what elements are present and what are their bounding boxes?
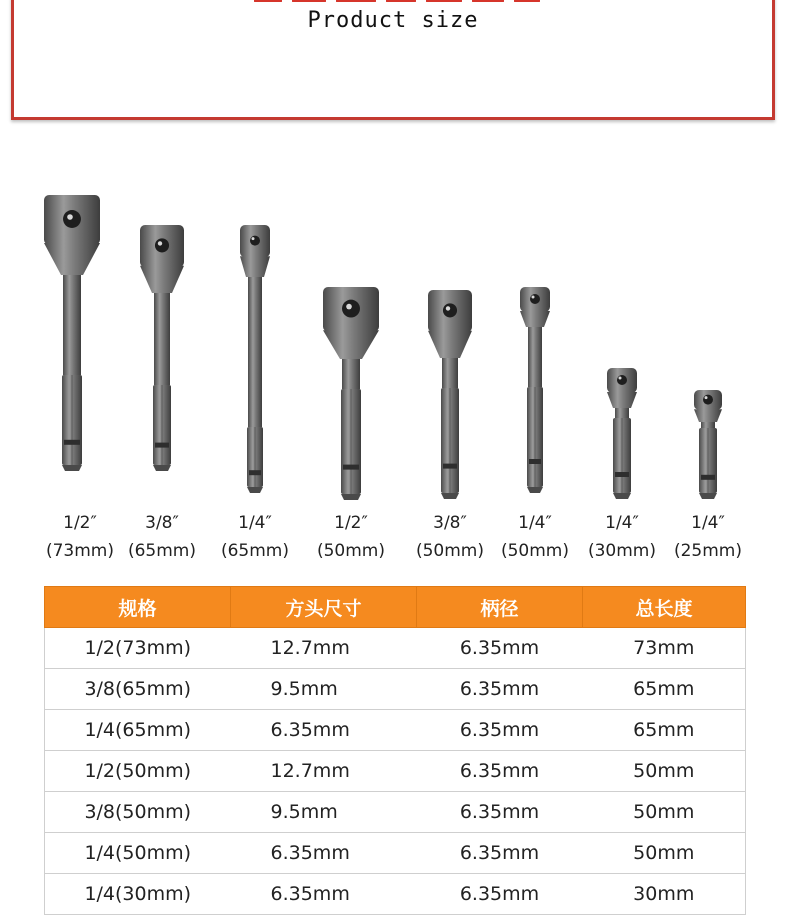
table-cell: 6.35mm: [417, 710, 583, 751]
bit-label: [117, 509, 207, 565]
socket-adapter-bit: [235, 225, 275, 495]
bit-size: 3/8″: [145, 513, 179, 533]
bit-length: (65mm): [220, 541, 290, 561]
bit-size: 1/4″: [691, 513, 725, 533]
table-cell: 6.35mm: [417, 628, 583, 669]
bit-length: (50mm): [316, 541, 386, 561]
bit-size: 1/4″: [238, 513, 272, 533]
table-cell: 1/4(65mm): [45, 710, 231, 751]
table-cell: 6.35mm: [417, 669, 583, 710]
table-row: [45, 833, 746, 874]
table-header-row: [45, 587, 746, 628]
bit-length: (50mm): [415, 541, 485, 561]
bit-length: (50mm): [500, 541, 570, 561]
socket-adapter-bit: [135, 225, 189, 473]
bit-label: [577, 509, 667, 565]
table-cell: 50mm: [583, 751, 746, 792]
table-row: [45, 874, 746, 915]
table-row: [45, 628, 746, 669]
table-cell: 50mm: [583, 833, 746, 874]
table-cell: 1/2(73mm): [45, 628, 231, 669]
table-cell: 6.35mm: [417, 833, 583, 874]
table-cell: 6.35mm: [417, 792, 583, 833]
table-row: [45, 710, 746, 751]
bit-label: [663, 509, 753, 565]
bit-length: (25mm): [673, 541, 743, 561]
bit-size: 1/4″: [605, 513, 639, 533]
table-cell: 30mm: [583, 874, 746, 915]
table-cell: 3/8(65mm): [45, 669, 231, 710]
bit-label: [490, 509, 580, 565]
table-cell: 65mm: [583, 710, 746, 751]
bit-label: [405, 509, 495, 565]
socket-adapter-bit: [602, 368, 642, 501]
table-cell: 6.35mm: [417, 874, 583, 915]
table-cell: 6.35mm: [231, 710, 417, 751]
socket-adapter-bit: [689, 390, 727, 501]
table-cell: 65mm: [583, 669, 746, 710]
bit-length: (30mm): [587, 541, 657, 561]
table-cell: 1/4(50mm): [45, 833, 231, 874]
table-cell: 50mm: [583, 792, 746, 833]
table-cell: 73mm: [583, 628, 746, 669]
header-subtitle: Product size: [307, 8, 479, 33]
table-cell: 1/2(50mm): [45, 751, 231, 792]
header-title-partial: [254, 0, 564, 2]
header-banner: [11, 0, 775, 120]
header-square-size: 方头尺寸: [231, 587, 417, 628]
bit-size: 1/2″: [334, 513, 368, 533]
bit-label: [35, 509, 125, 565]
table-cell: 3/8(50mm): [45, 792, 231, 833]
socket-adapter-bit: [39, 195, 105, 473]
bit-label: [210, 509, 300, 565]
socket-adapter-bit: [515, 287, 555, 495]
bit-size: 1/2″: [63, 513, 97, 533]
table-cell: 1/4(30mm): [45, 874, 231, 915]
table-cell: 12.7mm: [231, 751, 417, 792]
socket-adapter-bit: [318, 287, 384, 502]
table-row: [45, 669, 746, 710]
table-cell: 9.5mm: [231, 669, 417, 710]
header-shank-diameter: 柄径: [417, 587, 583, 628]
socket-adapter-bit: [423, 290, 477, 501]
table-cell: 6.35mm: [417, 751, 583, 792]
header-total-length: 总长度: [583, 587, 746, 628]
bit-length: (65mm): [127, 541, 197, 561]
table-row: [45, 792, 746, 833]
table-cell: 6.35mm: [231, 874, 417, 915]
table-cell: 9.5mm: [231, 792, 417, 833]
bit-size: 3/8″: [433, 513, 467, 533]
bit-size: 1/4″: [518, 513, 552, 533]
bit-label: [306, 509, 396, 565]
table-cell: 12.7mm: [231, 628, 417, 669]
header-spec: 规格: [45, 587, 231, 628]
table-cell: 6.35mm: [231, 833, 417, 874]
table-row: [45, 751, 746, 792]
spec-table: [44, 586, 746, 915]
bit-length: (73mm): [45, 541, 115, 561]
